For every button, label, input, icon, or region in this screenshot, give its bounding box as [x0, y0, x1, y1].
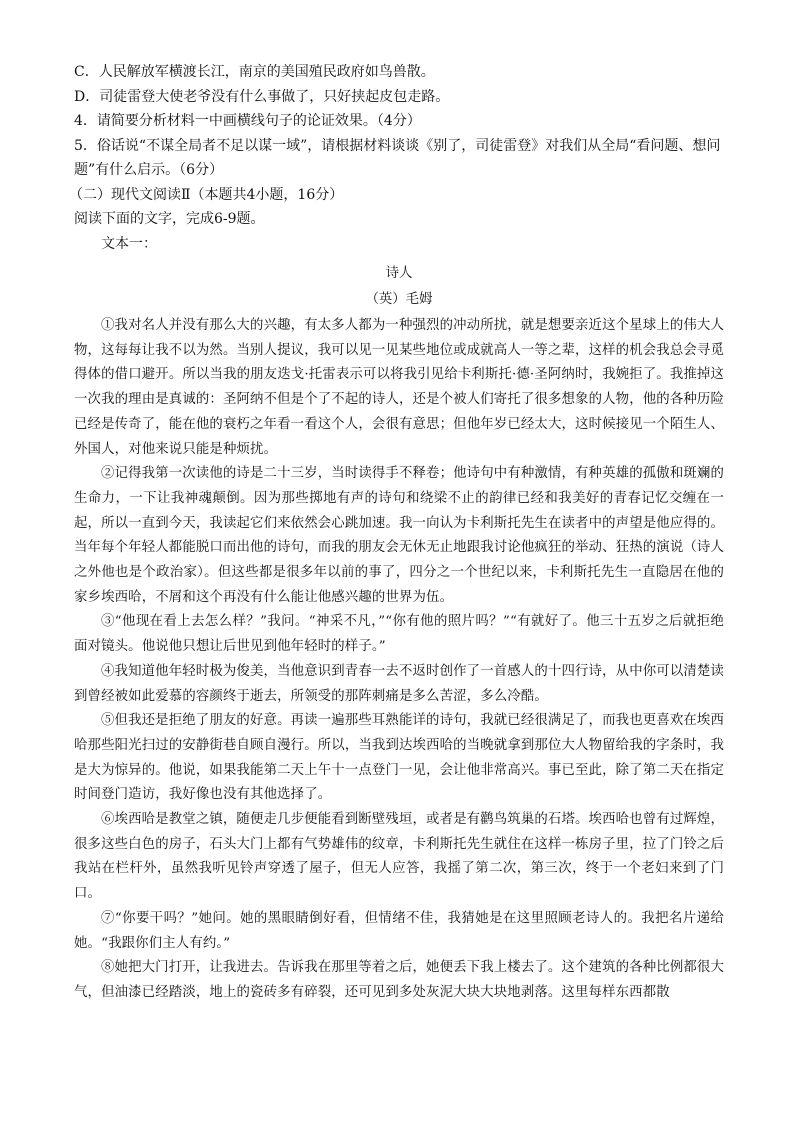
question-5: 5．俗话说“不谋全局者不足以谋一域”，请根据材料谈谈《别了，司徒雷登》对我们从全局“看问题、想问题”有什么启示。（6分）	[74, 137, 721, 178]
paragraph: ⑤但我还是拒绝了朋友的好意。再读一遍那些耳熟能详的诗句，我就已经很满足了，而我也更喜欢在埃西哈那些阳光扫过的安静街巷自顾自漫行。所以，当我到达埃西哈的当晚就拿到那位大人物留给我的字条时，我是大为惊异的。他说，如果我能第二天上午十一点登门一见，会让他非常高兴。事已至此，除了第二天在指定时间登门造访，我好像也没有其他选择了。	[74, 713, 724, 803]
paragraph: ⑥埃西哈是教堂之镇，随便走几步便能看到断壁残垣，或者是有鹳鸟筑巢的石塔。埃西哈也曾有过辉煌，很多这些白色的房子，石头大门上都有气势雄伟的纹章，卡利斯托先生就住在这样一栋房子里，拉了门铃之后我站在栏杆外，虽然我听见铃声穿透了屋子，但无人应答，我摇了第二次，第三次，终于一个老妇来到了门口。	[74, 812, 724, 902]
option-d: D．司徒雷登大使老爷没有什么事做了，只好挟起皮包走路。	[74, 88, 450, 105]
paragraph: ②记得我第一次读他的诗是二十三岁，当时读得手不释卷；他诗句中有种激情，有种英雄的孤傲和斑斓的生命力，一下让我神魂颠倒。因为那些掷地有声的诗句和绕梁不止的韵律已经和我美好的青春记忆交缠在一起，所以一直到今天，我读起它们来依然会心跳加速。我一向认为卡利斯托先生在读者中的声望是他应得的。当年每个年轻人都能脱口而出他的诗句，而我的朋友会无休无止地跟我讨论他疯狂的举动、狂热的演说（诗人之外他也是个政治家）。但这些都是很多年以前的事了，四分之一个世纪以来，卡利斯托先生一直隐居在他的家乡埃西哈，不屑和这个再没有什么能让他感兴趣的世界为伍。	[74, 466, 724, 605]
paragraph: ⑦“你要干吗？”她问。她的黑眼睛倒好看，但情绪不佳，我猜她是在这里照顾老诗人的。我把名片递给她。“我跟你们主人有约。”	[74, 910, 724, 951]
paragraph: ⑧她把大门打开，让我进去。告诉我在那里等着之后，她便丢下我上楼去了。这个建筑的各种比例都很大气，但油漆已经踏淡，地上的瓷砖多有碎裂，还可见到多处灰泥大块大块地剥落。这里每样东西都散	[74, 960, 724, 1000]
article-author: （英）毛姆	[365, 292, 433, 307]
paragraph: ④我知道他年轻时极为俊美，当他意识到青春一去不返时创作了一首感人的十四行诗，从中你可以清楚读到曾经被如此爱慕的容颜终于逝去，所领受的那阵刺痛是多么苦涩，多么冷酷。	[74, 663, 724, 704]
paragraph: ①我对名人并没有那么大的兴趣，有太多人都为一种强烈的冲动所扰，就是想要亲近这个星球上的伟大人物，这每每让我不以为然。当别人提议，我可以见一见某些地位或成就高人一等之辈，这样的机会我总会寻觅得体的借口避开。所以当我的朋友迭戈·托雷表示可以将我引见给卡利斯托·德·圣阿纳时，我婉拒了。我推掉这一次我的理由是真诚的：圣阿纳不但是个了不起的诗人，还是个被人们寄托了很多想象的人物，他的各种历险已经是传奇了，能在他的衰朽之年看一看这个人，会很有意思；但他年岁已经太大，这时候接见一个陌生人、外国人，对他来说只能是种烦扰。	[74, 318, 724, 457]
option-c: C．人民解放军横渡长江，南京的美国殖民政府如鸟兽散。	[74, 64, 435, 80]
article-title: 诗人	[385, 266, 413, 281]
article	[74, 262, 724, 1006]
paragraph: ③“他现在看上去怎么样？”我问。“神采不凡，”“你有他的照片吗？”“有就好了。他三十五岁之后就拒绝面对镜头。他说他只想让后世见到他年轻时的样子。”	[74, 614, 724, 655]
question-4: 4．请简要分析材料一中画横线句子的论证效果。（4分）	[74, 113, 421, 129]
section-heading: （二）现代文阅读Ⅱ（本题共4小题，16分）	[69, 186, 344, 203]
questions-block	[69, 60, 724, 256]
section-instruction: 阅读下面的文字，完成6-9题。	[74, 211, 265, 227]
text-label: 文本一：	[101, 235, 157, 252]
